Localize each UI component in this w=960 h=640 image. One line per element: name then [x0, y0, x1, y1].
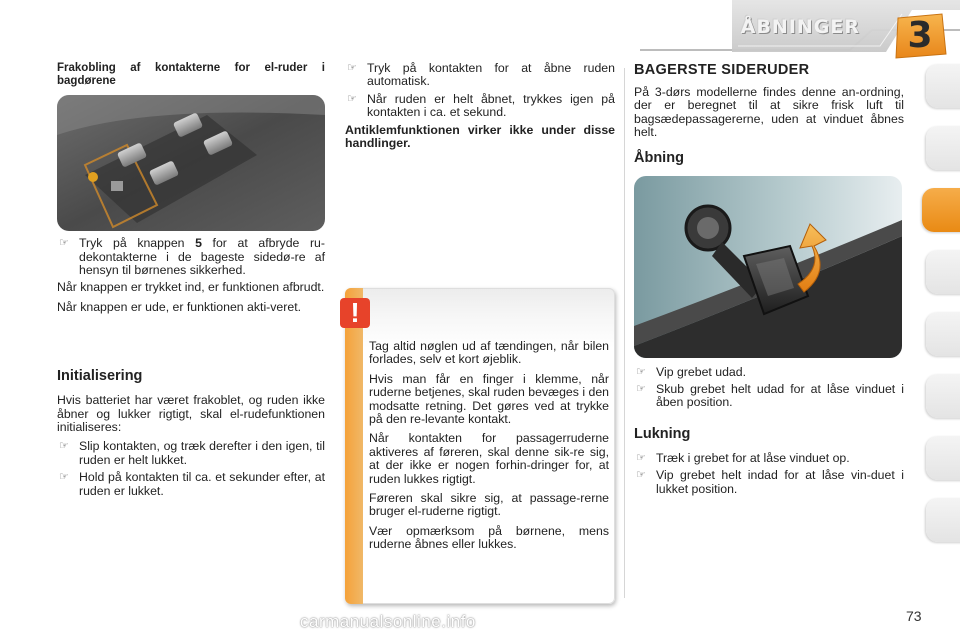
- pointing-hand-icon: ☞: [59, 440, 69, 453]
- chapter-tab[interactable]: [926, 250, 960, 294]
- section-heading: Initialisering: [57, 368, 143, 385]
- bullet-item: [634, 452, 904, 465]
- warning-paragraph: Vær opmærksom på børnene, mens ruderne åbnes eller lukkes.: [369, 523, 609, 552]
- bullet-text: Vip grebet helt indad for at låse vin-duet i lukket position.: [656, 468, 904, 496]
- chapter-tabs: [926, 64, 960, 576]
- page-number: 73: [906, 608, 922, 624]
- bullet-text: Vip grebet udad.: [656, 364, 747, 379]
- bullet-item: [634, 469, 904, 496]
- column-middle: [345, 62, 615, 156]
- chapter-number: 3: [907, 15, 933, 56]
- bullet-item: [634, 366, 904, 379]
- bullet-item: [57, 471, 325, 498]
- paragraph: Når knappen er trykket ind, er funktionen afbrudt.: [57, 280, 325, 295]
- bullet-text: Tryk på kontakten for at åbne ruden automatisk.: [367, 61, 615, 89]
- bullet-item: [57, 440, 325, 467]
- bullet-item: [345, 93, 615, 120]
- chapter-tab-active[interactable]: [922, 188, 960, 232]
- paragraph: På 3-dørs modellerne findes denne an-ordning, der er beregnet til at sikre frisk luft til bagsædepassagererne, uden at vinduet åbnes helt.: [634, 85, 904, 140]
- pointing-hand-icon: ☞: [347, 62, 357, 74]
- pointing-hand-icon: ☞: [636, 469, 646, 482]
- chapter-tab[interactable]: [926, 126, 960, 170]
- bullet-item: [345, 62, 615, 89]
- column-left: [57, 62, 325, 502]
- chapter-number-badge: [892, 12, 948, 60]
- column-right: [634, 62, 904, 500]
- warning-box: [345, 288, 615, 604]
- exclamation-icon: !: [338, 296, 372, 330]
- rear-window-latch-photo: [634, 176, 902, 358]
- watermark: carmanualsonline.info: [300, 612, 476, 631]
- warning-paragraph: Føreren skal sikre sig, at passage-rerne bruger el-ruderne rigtigt.: [369, 491, 609, 519]
- pointing-hand-icon: ☞: [59, 471, 69, 484]
- chapter-tab[interactable]: [926, 312, 960, 356]
- bullet-text: Tryk på knappen: [79, 236, 196, 251]
- paragraph: Hvis batteriet har været frakoblet, og ruden ikke åbner og lukker rigtigt, skal el-rudefunktionen initialiseres:: [57, 393, 325, 435]
- bullet-text: Slip kontakten, og træk derefter i den igen, til ruden er helt lukket.: [79, 439, 325, 467]
- bullet-item: [57, 237, 325, 277]
- chapter-header: [640, 0, 960, 70]
- bullet-text: Når ruden er helt åbnet, trykkes igen på kontakten i ca. et sekund.: [367, 91, 615, 120]
- pointing-hand-icon: ☞: [59, 237, 69, 250]
- pointing-hand-icon: ☞: [636, 383, 646, 396]
- chapter-tab[interactable]: [926, 498, 960, 542]
- pointing-hand-icon: ☞: [636, 451, 646, 464]
- warning-paragraph: Når kontakten for passagerruderne aktiveres af føreren, skal denne sik-re sig, at der ikke er nogen forhin-dringer for, at ruden lukkes rigtigt.: [369, 431, 609, 486]
- section-heading: BAGERSTE SIDERUDER: [634, 62, 810, 78]
- bullet-text: for at afbryde ru-dekontakterne i de bageste sidedø-re af hensyn til børnenes sikkerhed.: [79, 236, 325, 277]
- bullet-text: Skub grebet helt udad for at låse vinduet i åben position.: [656, 382, 904, 410]
- warning-stripe: [345, 288, 363, 604]
- chapter-tab[interactable]: [926, 436, 960, 480]
- warning-paragraph: Tag altid nøglen ud af tændingen, når bilen forlades, selv et kort øjeblik.: [369, 339, 609, 367]
- button-number: 5: [195, 236, 202, 251]
- bullet-text: Hold på kontakten til ca. et sekunder efter, at ruden er lukket.: [79, 470, 325, 498]
- bullet-text: Træk i grebet for at låse vinduet op.: [656, 450, 850, 465]
- chapter-tab[interactable]: [926, 64, 960, 108]
- section-heading: Frakobling af kontakterne for el-ruder i bagdørene: [57, 62, 325, 87]
- paragraph: Når knappen er ude, er funktionen akti-veret.: [57, 299, 302, 314]
- pointing-hand-icon: ☞: [636, 365, 646, 378]
- chapter-title: ÅBNINGER: [740, 16, 860, 38]
- window-switch-panel-photo: [57, 95, 325, 231]
- bold-note: Antiklemfunktionen virker ikke under disse handlinger.: [345, 122, 615, 151]
- pointing-hand-icon: ☞: [347, 92, 357, 105]
- chapter-tab[interactable]: [926, 374, 960, 418]
- bullet-item: [634, 383, 904, 410]
- section-heading: Lukning: [634, 425, 691, 442]
- warning-text: [369, 340, 609, 558]
- column-divider: [624, 68, 625, 598]
- warning-paragraph: Hvis man får en finger i klemme, når ruderne betjenes, skal ruden bevæges i den modsatte retning. Det gøres ved at trykke på den re-levante kontakt.: [369, 371, 609, 427]
- section-heading: Åbning: [634, 149, 684, 166]
